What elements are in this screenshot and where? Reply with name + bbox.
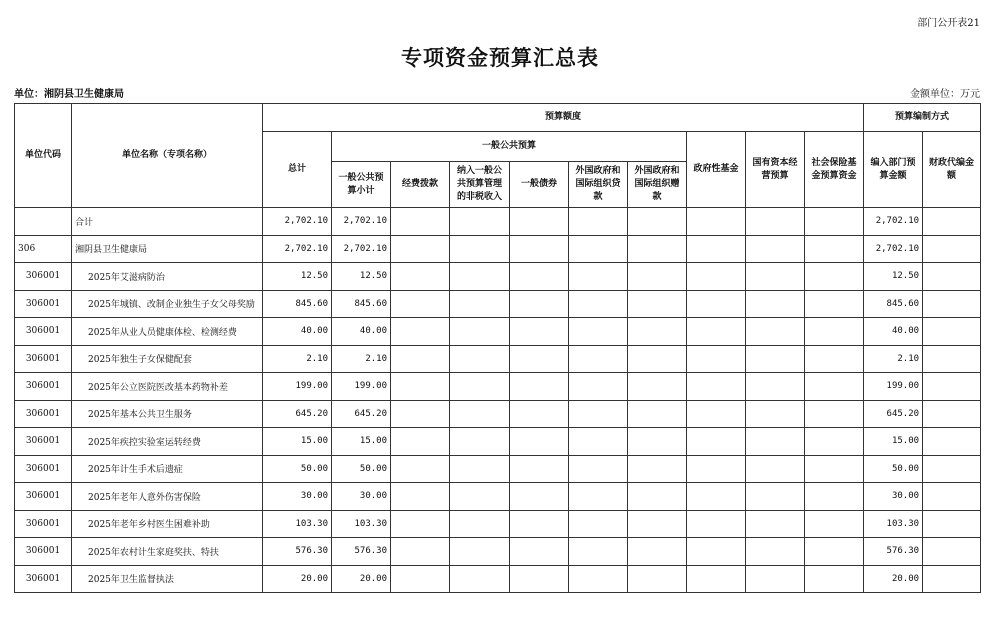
gov-fund-cell [687,235,746,263]
header-general-subtotal: 一般公共预算小计 [332,162,391,208]
general-bonds-cell [510,208,569,236]
finance-prepared-cell [923,208,981,236]
social-insurance-cell [805,318,864,346]
gov-fund-cell [687,263,746,291]
finance-prepared-cell [923,373,981,401]
unit-code-cell: 306001 [15,373,72,401]
non-tax-income-cell [450,565,510,593]
total-cell: 40.00 [263,318,332,346]
foreign-grants-cell [628,318,687,346]
non-tax-income-cell [450,235,510,263]
header-foreign-loans: 外国政府和国际组织贷款 [569,162,628,208]
table-row [15,565,981,593]
foreign-loans-cell [569,538,628,566]
state-capital-cell [746,428,805,456]
general-bonds-cell [510,428,569,456]
unit-name-cell: 2025年艾滋病防治 [72,263,263,291]
social-insurance-cell [805,345,864,373]
finance-prepared-cell [923,483,981,511]
gov-fund-cell [687,455,746,483]
general-subtotal-cell: 30.00 [332,483,391,511]
unit-code-cell [15,208,72,236]
state-capital-cell [746,510,805,538]
dept-prepared-cell: 2,702.10 [864,208,923,236]
foreign-grants-cell [628,400,687,428]
finance-prepared-cell [923,428,981,456]
finance-prepared-cell [923,400,981,428]
appropriation-cell [391,400,450,428]
total-cell: 15.00 [263,428,332,456]
unit-name-cell: 湘阴县卫生健康局 [72,235,263,263]
foreign-loans-cell [569,483,628,511]
appropriation-cell [391,538,450,566]
appropriation-cell [391,483,450,511]
dept-prepared-cell: 645.20 [864,400,923,428]
dept-prepared-cell: 2.10 [864,345,923,373]
header-state-capital: 国有资本经营预算 [746,132,805,208]
dept-prepared-cell: 576.30 [864,538,923,566]
table-row [15,263,981,291]
unit-code-cell: 306001 [15,345,72,373]
non-tax-income-cell [450,318,510,346]
finance-prepared-cell [923,455,981,483]
unit-code-cell: 306001 [15,400,72,428]
foreign-loans-cell [569,373,628,401]
appropriation-cell [391,428,450,456]
foreign-loans-cell [569,565,628,593]
social-insurance-cell [805,400,864,428]
page-title: 专项资金预算汇总表 [401,45,599,70]
appropriation-cell [391,565,450,593]
table-row [15,510,981,538]
foreign-loans-cell [569,455,628,483]
header-budget-amount: 预算额度 [263,104,864,132]
finance-prepared-cell [923,318,981,346]
table-row [15,483,981,511]
social-insurance-cell [805,510,864,538]
total-cell: 845.60 [263,290,332,318]
non-tax-income-cell [450,538,510,566]
header-social-insurance: 社会保险基金预算资金 [805,132,864,208]
gov-fund-cell [687,290,746,318]
table-row [15,428,981,456]
foreign-loans-cell [569,428,628,456]
total-cell: 2,702.10 [263,235,332,263]
unit-name-cell: 2025年从业人员健康体检、检测经费 [72,318,263,346]
total-cell: 199.00 [263,373,332,401]
state-capital-cell [746,455,805,483]
table-row [15,235,981,263]
header-unit-name: 单位名称（专项名称） [72,104,263,208]
header-general-public-budget: 一般公共预算 [332,132,687,162]
header-finance-prepared: 财政代编金额 [923,132,981,208]
general-bonds-cell [510,290,569,318]
foreign-grants-cell [628,538,687,566]
general-subtotal-cell: 199.00 [332,373,391,401]
table-row [15,538,981,566]
foreign-loans-cell [569,510,628,538]
appropriation-cell [391,345,450,373]
total-cell: 12.50 [263,263,332,291]
non-tax-income-cell [450,208,510,236]
header-gov-fund: 政府性基金 [687,132,746,208]
unit-code-cell: 306001 [15,483,72,511]
state-capital-cell [746,373,805,401]
social-insurance-cell [805,290,864,318]
gov-fund-cell [687,510,746,538]
non-tax-income-cell [450,510,510,538]
gov-fund-cell [687,538,746,566]
general-bonds-cell [510,263,569,291]
unit-code-cell: 306001 [15,263,72,291]
social-insurance-cell [805,373,864,401]
appropriation-cell [391,455,450,483]
foreign-grants-cell [628,345,687,373]
non-tax-income-cell [450,455,510,483]
general-subtotal-cell: 645.20 [332,400,391,428]
foreign-grants-cell [628,455,687,483]
non-tax-income-cell [450,428,510,456]
non-tax-income-cell [450,483,510,511]
appropriation-cell [391,510,450,538]
appropriation-cell [391,208,450,236]
dept-prepared-cell: 20.00 [864,565,923,593]
foreign-grants-cell [628,235,687,263]
table-row [15,318,981,346]
unit-code-cell: 306001 [15,290,72,318]
general-subtotal-cell: 12.50 [332,263,391,291]
social-insurance-cell [805,235,864,263]
gov-fund-cell [687,373,746,401]
total-cell: 103.30 [263,510,332,538]
gov-fund-cell [687,400,746,428]
header-unit-code: 单位代码 [15,104,72,208]
foreign-grants-cell [628,510,687,538]
unit-name-cell: 2025年计生手术后遗症 [72,455,263,483]
appropriation-cell [391,290,450,318]
finance-prepared-cell [923,565,981,593]
unit-code-cell: 306001 [15,538,72,566]
amount-unit-label: 金额单位：万元 [910,89,980,100]
foreign-grants-cell [628,290,687,318]
dept-prepared-cell: 40.00 [864,318,923,346]
general-bonds-cell [510,565,569,593]
unit-code-cell: 306 [15,235,72,263]
total-cell: 2,702.10 [263,208,332,236]
unit-name-cell: 合计 [72,208,263,236]
social-insurance-cell [805,208,864,236]
table-row [15,345,981,373]
header-preparation-method: 预算编制方式 [864,104,981,132]
general-bonds-cell [510,538,569,566]
appropriation-cell [391,235,450,263]
state-capital-cell [746,345,805,373]
total-row [15,208,981,236]
unit-name-cell: 2025年公立医院医改基本药物补差 [72,373,263,401]
total-cell: 50.00 [263,455,332,483]
gov-fund-cell [687,565,746,593]
appropriation-cell [391,318,450,346]
foreign-loans-cell [569,318,628,346]
general-subtotal-cell: 2,702.10 [332,208,391,236]
unit-code-cell: 306001 [15,565,72,593]
header-dept-prepared: 编入部门预算金额 [864,132,923,208]
state-capital-cell [746,208,805,236]
general-bonds-cell [510,483,569,511]
dept-prepared-cell: 845.60 [864,290,923,318]
header-non-tax-income: 纳入一般公共预算管理的非税收入 [450,162,510,208]
general-bonds-cell [510,318,569,346]
foreign-loans-cell [569,290,628,318]
gov-fund-cell [687,483,746,511]
general-subtotal-cell: 845.60 [332,290,391,318]
state-capital-cell [746,318,805,346]
dept-prepared-cell: 103.30 [864,510,923,538]
state-capital-cell [746,565,805,593]
budget-table [14,103,981,593]
finance-prepared-cell [923,510,981,538]
gov-fund-cell [687,318,746,346]
gov-fund-cell [687,208,746,236]
non-tax-income-cell [450,345,510,373]
table-row [15,400,981,428]
unit-code-cell: 306001 [15,428,72,456]
total-cell: 576.30 [263,538,332,566]
foreign-loans-cell [569,400,628,428]
general-subtotal-cell: 15.00 [332,428,391,456]
foreign-loans-cell [569,208,628,236]
state-capital-cell [746,400,805,428]
general-bonds-cell [510,510,569,538]
total-cell: 645.20 [263,400,332,428]
total-cell: 2.10 [263,345,332,373]
unit-name-cell: 2025年老年乡村医生困难补助 [72,510,263,538]
foreign-loans-cell [569,263,628,291]
header-appropriation: 经费拨款 [391,162,450,208]
unit-code-cell: 306001 [15,455,72,483]
dept-prepared-cell: 15.00 [864,428,923,456]
social-insurance-cell [805,483,864,511]
general-subtotal-cell: 2,702.10 [332,235,391,263]
table-row [15,290,981,318]
general-bonds-cell [510,455,569,483]
unit-name-cell: 2025年独生子女保健配套 [72,345,263,373]
appropriation-cell [391,263,450,291]
non-tax-income-cell [450,290,510,318]
general-bonds-cell [510,400,569,428]
unit-name-cell: 2025年城镇、改制企业独生子女父母奖励 [72,290,263,318]
gov-fund-cell [687,345,746,373]
dept-prepared-cell: 50.00 [864,455,923,483]
finance-prepared-cell [923,263,981,291]
header-total: 总计 [263,132,332,208]
state-capital-cell [746,235,805,263]
dept-prepared-cell: 2,702.10 [864,235,923,263]
foreign-loans-cell [569,235,628,263]
state-capital-cell [746,538,805,566]
header-general-bonds: 一般债券 [510,162,569,208]
finance-prepared-cell [923,538,981,566]
state-capital-cell [746,290,805,318]
foreign-grants-cell [628,263,687,291]
appropriation-cell [391,373,450,401]
gov-fund-cell [687,428,746,456]
non-tax-income-cell [450,400,510,428]
table-row [15,373,981,401]
general-bonds-cell [510,345,569,373]
social-insurance-cell [805,428,864,456]
foreign-grants-cell [628,483,687,511]
foreign-loans-cell [569,345,628,373]
unit-code-cell: 306001 [15,510,72,538]
unit-name-cell: 2025年疾控实验室运转经费 [72,428,263,456]
foreign-grants-cell [628,565,687,593]
unit-label: 单位：湘阴县卫生健康局 [14,89,124,100]
non-tax-income-cell [450,263,510,291]
dept-prepared-cell: 12.50 [864,263,923,291]
general-subtotal-cell: 20.00 [332,565,391,593]
form-number: 部门公开表21 [917,18,980,29]
general-subtotal-cell: 50.00 [332,455,391,483]
non-tax-income-cell [450,373,510,401]
social-insurance-cell [805,455,864,483]
unit-name-cell: 2025年老年人意外伤害保险 [72,483,263,511]
general-subtotal-cell: 576.30 [332,538,391,566]
general-subtotal-cell: 103.30 [332,510,391,538]
finance-prepared-cell [923,235,981,263]
foreign-grants-cell [628,373,687,401]
social-insurance-cell [805,538,864,566]
table-row [15,455,981,483]
general-subtotal-cell: 40.00 [332,318,391,346]
total-cell: 30.00 [263,483,332,511]
general-bonds-cell [510,373,569,401]
state-capital-cell [746,483,805,511]
social-insurance-cell [805,263,864,291]
finance-prepared-cell [923,345,981,373]
header-foreign-grants: 外国政府和国际组织赠款 [628,162,687,208]
unit-name-cell: 2025年卫生监督执法 [72,565,263,593]
dept-prepared-cell: 199.00 [864,373,923,401]
social-insurance-cell [805,565,864,593]
general-subtotal-cell: 2.10 [332,345,391,373]
finance-prepared-cell [923,290,981,318]
state-capital-cell [746,263,805,291]
unit-name-cell: 2025年基本公共卫生服务 [72,400,263,428]
dept-prepared-cell: 30.00 [864,483,923,511]
total-cell: 20.00 [263,565,332,593]
general-bonds-cell [510,235,569,263]
unit-name-cell: 2025年农村计生家庭奖扶、特扶 [72,538,263,566]
foreign-grants-cell [628,208,687,236]
unit-code-cell: 306001 [15,318,72,346]
foreign-grants-cell [628,428,687,456]
